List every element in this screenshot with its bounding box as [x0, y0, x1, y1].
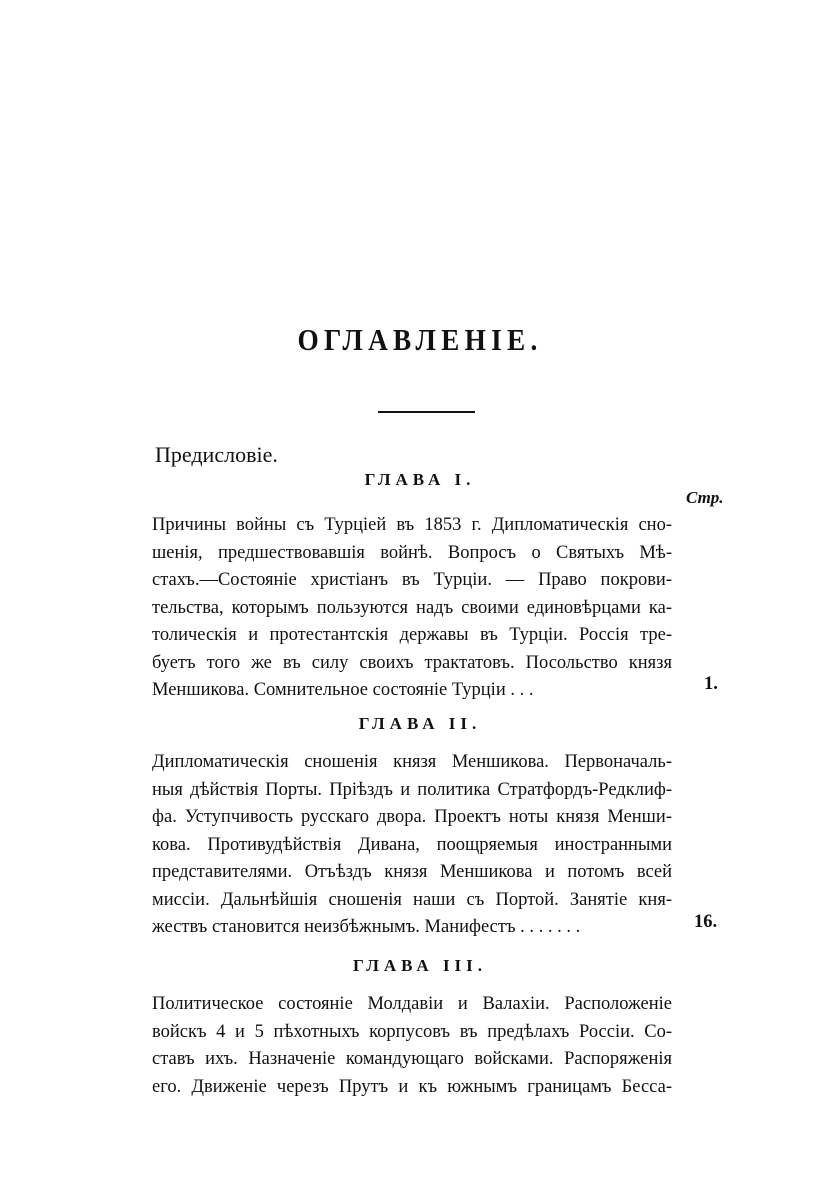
- chapter-3-heading: ГЛАВА III.: [352, 956, 488, 975]
- chapter-2-line: ныя дѣйствія Порты. Пріѣздъ и политика Стратфордъ-Редклиф-: [152, 779, 672, 800]
- chapter-1-line: буетъ того же въ силу своихъ трактатовъ. Посольство князя: [152, 652, 672, 673]
- chapter-1-line: шенія, предшествовавшія войнѣ. Вопросъ о Святыхъ Мѣ-: [152, 542, 672, 563]
- chapter-2-line: фа. Уступчивость русскаго двора. Проектъ ноты князя Менши-: [152, 807, 672, 827]
- chapter-3-line: войскъ 4 и 5 пѣхотныхъ корпусовъ въ предѣлахъ Россіи. Со-: [152, 1021, 672, 1042]
- chapter-3-line: Политическое состояніе Молдавіи и Валахіи. Расположеніе: [152, 994, 672, 1014]
- chapter-1-line: толическія и протестантскія державы въ Турціи. Россія тре-: [152, 625, 672, 645]
- preface-entry: Предисловіе.: [155, 442, 278, 467]
- chapter-1-line: Меншикова. Сомнительное состояніе Турціи . . .: [152, 680, 534, 700]
- chapter-1-line: Причины войны съ Турціей въ 1853 г. Дипломатическія сно-: [152, 515, 672, 535]
- chapter-2-line: Дипломатическія сношенія князя Меншикова. Первоначаль-: [152, 752, 672, 772]
- chapter-1-line: тельства, которымъ пользуются надъ своими единовѣрцами ка-: [152, 597, 672, 618]
- chapter-2-line: жествъ становится неизбѣжнымъ. Манифестъ . . . . . . .: [152, 917, 581, 937]
- chapter-1-heading: ГЛАВА I.: [364, 470, 476, 489]
- page-column-label: Стр.: [686, 488, 724, 507]
- chapter-2-line: кова. Противудѣйствія Дивана, поощряемыя иностранными: [152, 834, 672, 855]
- chapter-3-line: его. Движеніе черезъ Прутъ и къ южнымъ границамъ Бесса-: [152, 1076, 672, 1097]
- chapter-2-line: представителями. Отъѣздъ князя Меншикова и потомъ всей: [152, 862, 672, 882]
- chapter-2-line: миссіи. Дальнѣйшія сношенія наши съ Портой. Занятіе кня-: [152, 889, 672, 910]
- chapter-3-summary: [152, 991, 672, 1101]
- chapter-3-line: ставъ ихъ. Назначеніе командующаго войсками. Распоряженія: [152, 1049, 672, 1069]
- chapter-1-line: стахъ.—Состояніе христіанъ въ Турціи. — Право покрови-: [152, 570, 672, 590]
- chapter-2-summary: [152, 749, 672, 942]
- title-divider: [378, 411, 475, 413]
- chapter-2-page-number: 16.: [694, 912, 718, 932]
- chapter-2-heading: ГЛАВА II.: [358, 714, 482, 733]
- chapter-1-page-number: 1.: [704, 674, 718, 694]
- page-title: ОГЛАВЛЕНІЕ.: [297, 322, 543, 357]
- chapter-1-summary: [152, 512, 672, 705]
